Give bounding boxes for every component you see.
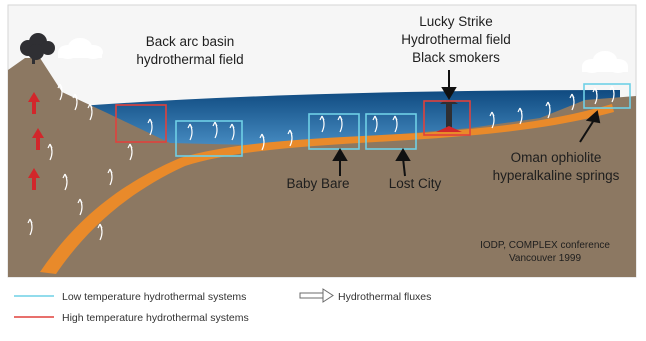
credit-line2: Vancouver 1999 xyxy=(508,253,582,264)
oman-label-line2: hyperalkaline springs xyxy=(492,168,620,183)
back-arc-label-line2: hydrothermal field xyxy=(136,52,244,67)
oman-label-line1: Oman ophiolite xyxy=(510,150,602,165)
lucky-strike-label-line3: Black smokers xyxy=(412,50,500,65)
baby-bare-label: Baby Bare xyxy=(286,176,350,191)
lucky-strike-label-line2: Hydrothermal field xyxy=(401,32,511,47)
back-arc-label-line1: Back arc basin xyxy=(145,34,235,49)
legend xyxy=(14,289,431,324)
legend-low-temp-label: Low temperature hydrothermal systems xyxy=(62,291,247,303)
legend-high-temp-label: High temperature hydrothermal systems xyxy=(62,312,249,324)
legend-flux-arrow-icon xyxy=(300,289,333,302)
legend-flux-label: Hydrothermal fluxes xyxy=(338,291,432,303)
lost-city-label: Lost City xyxy=(388,176,442,191)
lucky-strike-label-line1: Lucky Strike xyxy=(419,14,493,29)
credit-line1: IODP, COMPLEX conference xyxy=(480,240,610,251)
